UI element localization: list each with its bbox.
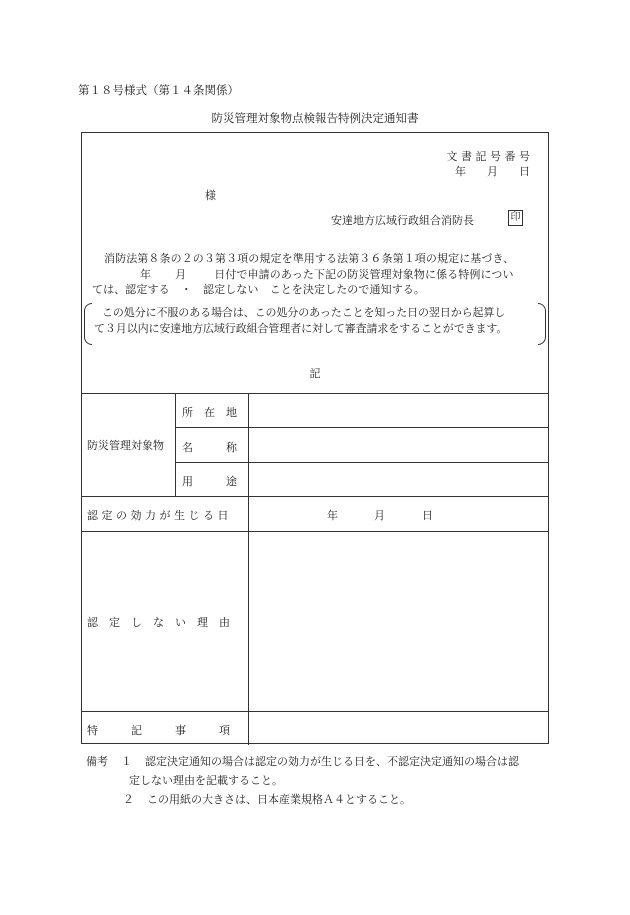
table-border <box>248 393 249 745</box>
table-border <box>82 531 548 532</box>
document-title: 防災管理対象物点検報告特例決定通知書 <box>211 111 419 125</box>
table-border <box>82 711 548 712</box>
remarks-label: 備考 <box>86 755 108 768</box>
appeal-notice <box>84 301 546 345</box>
document-number-label: 文 書 記 号 番 号 <box>446 150 530 163</box>
reason-label: 認 定 し な い 理 由 <box>87 616 230 629</box>
table-border <box>175 462 548 463</box>
remark-1-number: １ <box>121 755 132 768</box>
notice-body <box>92 251 544 298</box>
issuer-name: 安達地方広域行政組合消防長 <box>331 214 474 227</box>
body-line-2 <box>92 267 544 283</box>
remark-item-1 <box>86 752 519 771</box>
body-line-3: ては、認定する ・ 認定しない ことを決定したので通知する。 <box>92 283 425 296</box>
issue-month: 月 <box>487 165 498 178</box>
seal-box: 印 <box>508 210 523 226</box>
subject-group-label: 防災管理対象物 <box>87 439 164 452</box>
issue-day: 日 <box>519 165 530 178</box>
issue-year: 年 <box>455 165 466 178</box>
location-label: 所 在 地 <box>182 406 237 419</box>
document-number-block <box>434 149 530 179</box>
issue-date <box>434 164 530 179</box>
effective-month: 月 <box>374 509 385 522</box>
body-line-1: 消防法第８条の２の３第３項の規定を準用する法第３６条第１項の規定に基づき、 <box>104 252 515 265</box>
table-border-top <box>82 393 548 394</box>
effective-day: 日 <box>422 509 433 522</box>
remark-2-text: この用紙の大きさは、日本産業規格Ａ４とすること。 <box>147 793 411 806</box>
appeal-line-1: この処分に不服のある場合は、この処分のあったことを知った日の翌日から起算し <box>102 306 506 319</box>
remark-2-number: ２ <box>123 793 134 806</box>
appeal-line-2: て３月以内に安達地方広域行政組合管理者に対して審査請求をすることができます。 <box>94 322 508 335</box>
form-number: 第１８号様式（第１４条関係） <box>78 83 239 97</box>
ki-heading: 記 <box>309 367 321 380</box>
remark-1-line-2: 定しない理由を記載すること。 <box>129 774 283 787</box>
left-bracket <box>84 303 92 345</box>
special-notes-label: 特 記 事 項 <box>87 724 230 737</box>
effective-year: 年 <box>327 509 338 522</box>
table-border <box>82 496 548 497</box>
table-border <box>175 427 548 428</box>
appeal-text <box>94 305 507 337</box>
addressee-suffix: 様 <box>205 189 216 202</box>
remark-1-line-1: 認定決定通知の場合は認定の効力が生じる日を、不認定決定通知の場合は認 <box>145 755 519 768</box>
remark-item-2 <box>86 790 519 809</box>
remarks <box>86 752 519 809</box>
table-border <box>175 393 176 496</box>
body-year: 年 <box>140 267 152 281</box>
form-frame <box>81 132 549 744</box>
name-label: 名 称 <box>182 441 237 454</box>
body-month: 月 <box>175 267 187 281</box>
use-label: 用 途 <box>182 475 237 488</box>
body-line-2-rest: 日付で申請のあった下記の防災管理対象物に係る特例につい <box>214 267 514 281</box>
right-bracket <box>538 303 546 345</box>
effective-date-label: 認 定 の 効 力 が 生 じ る 日 <box>87 509 229 522</box>
